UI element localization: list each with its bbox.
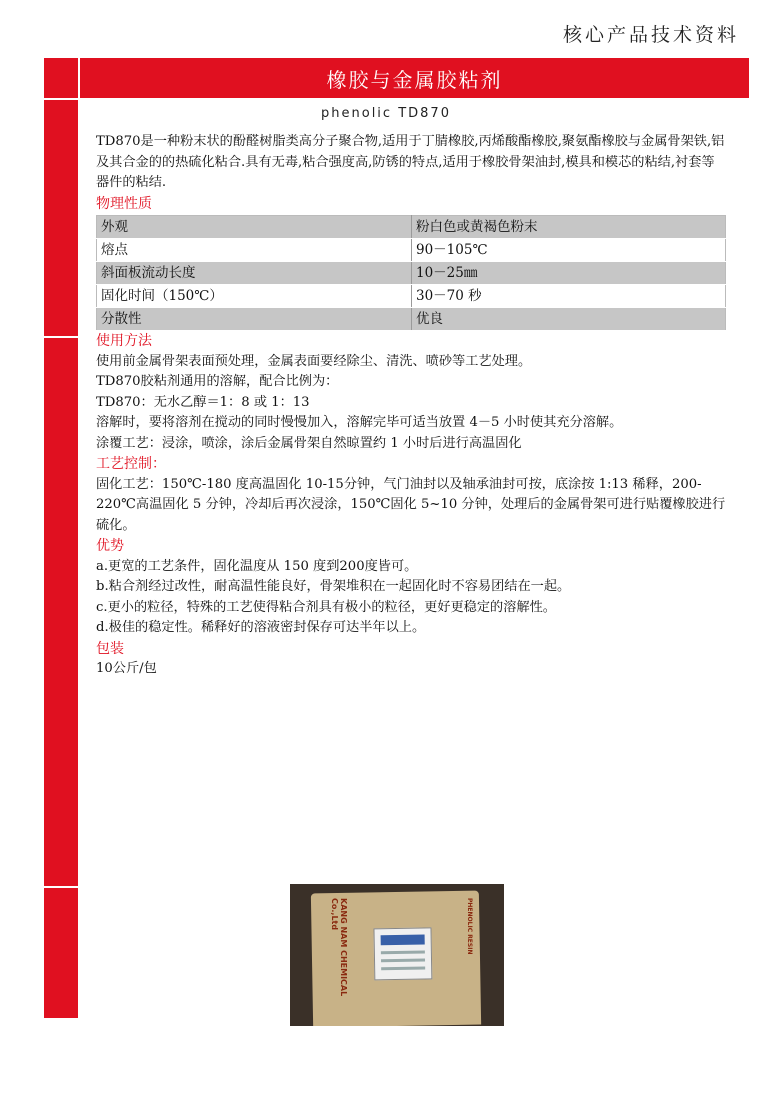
usage-line: TD870胶粘剂通用的溶解，配合比例为：: [96, 374, 339, 389]
table-row: [97, 216, 726, 239]
usage-line: 溶解时，要将溶剂在搅动的同时慢慢加入，溶解完毕可适当放置 4－5 小时使其充分溶解。: [96, 415, 623, 430]
property-value: 90－105℃: [412, 239, 726, 262]
process-paragraph: 固化工艺：150℃-180 度高温固化 10-15分钟，气门油封以及轴承油封可按，底涂按 1:13 稀释，200-220℃高温固化 5 分钟，冷却后再次浸涂，150℃固化 5~10 分钟，处理后的金属骨架可进行贴覆橡胶进行硫化。: [96, 476, 726, 533]
property-name: 斜面板流动长度: [97, 262, 412, 285]
properties-heading: 物理性质: [96, 195, 152, 212]
bag-label: [373, 927, 432, 980]
usage-heading: 使用方法: [96, 333, 152, 349]
property-name: 熔点: [97, 239, 412, 262]
product-subtitle: phenolic TD870: [321, 106, 451, 121]
red-side-bar: [44, 58, 78, 98]
banner-title: 橡胶与金属胶粘剂: [326, 67, 503, 92]
usage-line: 涂覆工艺：浸涂，喷涂，涂后金属骨架自然晾置约 1 小时后进行高温固化: [96, 435, 522, 451]
property-value: 粉白色或黄褐色粉末: [412, 216, 726, 239]
process-heading: 工艺控制：: [96, 456, 166, 472]
advantage-item: d.极佳的稳定性。稀释好的溶液密封保存可达半年以上。: [96, 620, 426, 635]
property-value: 10－25㎜: [412, 262, 726, 285]
property-value: 优良: [412, 308, 726, 331]
bag-side-text: PHENOLIC RESIN: [466, 898, 473, 955]
table-row: [97, 262, 726, 285]
usage-line: 使用前金属骨架表面预处理，金属表面要经除尘、清洗、喷砂等工艺处理。: [96, 353, 532, 369]
document-body: [96, 132, 726, 680]
property-value: 30－70 秒: [412, 285, 726, 308]
section-banner: [80, 58, 749, 98]
property-name: 固化时间（150℃）: [97, 285, 412, 308]
advantage-item: a.更宽的工艺条件，固化温度从 150 度到200度皆可。: [96, 558, 418, 574]
red-side-bar: [44, 100, 78, 336]
usage-line: TD870：无水乙醇＝1：8 或 1：13: [96, 394, 310, 410]
table-row: [97, 239, 726, 262]
intro-paragraph: TD870是一种粉末状的酚醛树脂类高分子聚合物,适用于丁腈橡胶,丙烯酸酯橡胶,聚氨酯橡胶与金属骨架铁,铝及其合金的的热硫化粘合.具有无毒,粘合强度高,防锈的特点,适用于橡胶骨架油封,模具和模芯的粘结,衬套等器件的粘结.: [96, 134, 725, 190]
packaging-heading: 包装: [96, 640, 124, 657]
property-name: 分散性: [97, 308, 412, 331]
advantages-heading: 优势: [96, 538, 124, 554]
properties-table: [96, 215, 726, 331]
packaging-text: 10公斤/包: [96, 661, 157, 676]
bag-print-text: KANG NAM CHEMICAL Co.,Ltd: [330, 898, 348, 997]
table-row: [97, 285, 726, 308]
advantage-item: b.粘合剂经过改性，耐高温性能良好，骨架堆积在一起固化时不容易团结在一起。: [96, 579, 571, 594]
red-side-bar: [44, 338, 78, 886]
product-photo: [290, 884, 504, 1026]
property-name: 外观: [97, 216, 412, 239]
header-title: 核心产品技术资料: [562, 24, 739, 46]
advantage-item: c.更小的粒径，特殊的工艺使得粘合剂具有极小的粒径，更好更稳定的溶解性。: [96, 599, 556, 615]
red-side-bar: [44, 888, 78, 1018]
table-row: [97, 308, 726, 331]
